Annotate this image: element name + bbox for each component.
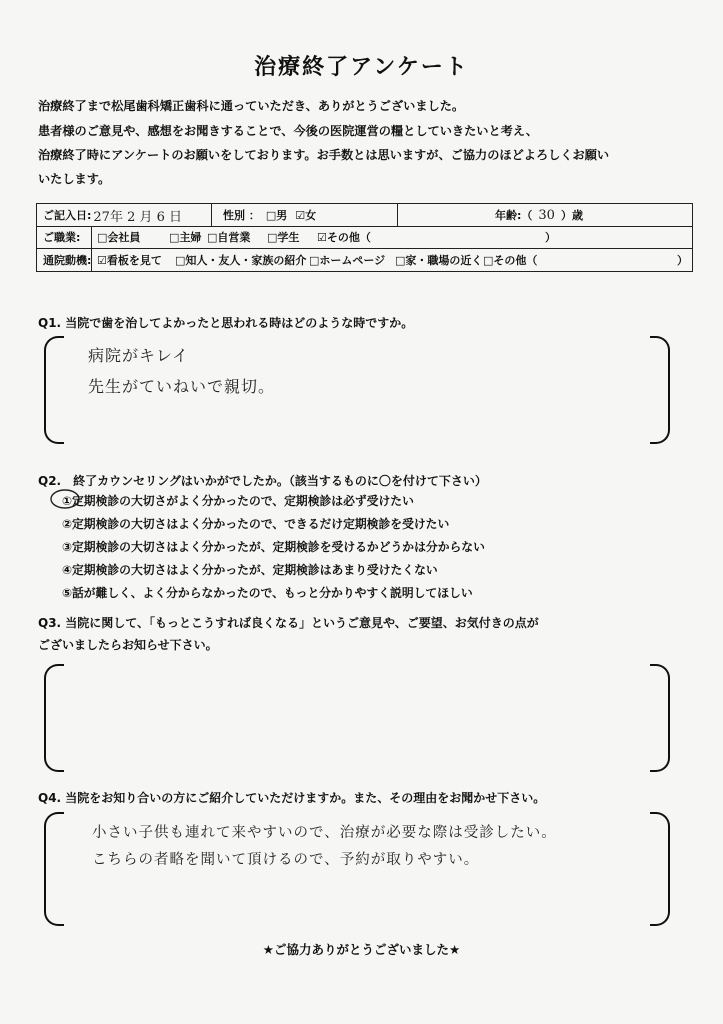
q2-option-2[interactable]: ②定期検診の大切さはよく分かったので、できるだけ定期検診を受けたい bbox=[62, 517, 450, 531]
q2-option-5[interactable]: ⑤話が難しく、よく分からなかったので、もっと分かりやすく説明してほしい bbox=[62, 586, 473, 600]
age-label: 年齢:（ bbox=[495, 209, 533, 222]
q1-bracket-right bbox=[650, 336, 670, 444]
q3-bracket-right bbox=[650, 664, 670, 772]
date-label: ご記入日: bbox=[43, 209, 92, 222]
info-row-basic bbox=[37, 204, 692, 227]
occupation-option-company[interactable]: □会社員 bbox=[97, 231, 141, 244]
intro-line-2: 患者様のご意見や、感想をお聞きすることで、今後の医院運営の糧としていきたいと考え、 bbox=[38, 124, 538, 138]
q4-answer-line-2[interactable]: こちらの者略を聞いて頂けるので、予約が取りやすい。 bbox=[92, 852, 480, 868]
motive-label: 通院動機: bbox=[43, 253, 92, 267]
q2-option-3[interactable]: ③定期検診の大切さはよく分かったが、定期検診を受けるかどうかは分からない bbox=[62, 540, 485, 554]
q2-question: Q2. 終了カウンセリングはいかがでしたか。（該当するものに〇を付けて下さい） bbox=[38, 474, 487, 488]
motive-option-homepage[interactable]: □ホームページ bbox=[309, 253, 386, 267]
motive-option-referral[interactable]: □知人・友人・家族の紹介 bbox=[175, 253, 307, 267]
motive-option-other[interactable]: □その他（ bbox=[483, 253, 538, 267]
intro-line-4: いたします。 bbox=[38, 172, 111, 186]
q1-question: Q1. 当院で歯を治してよかったと思われる時はどのような時ですか。 bbox=[38, 316, 414, 330]
occupation-other-close: ） bbox=[545, 231, 556, 244]
info-row-occupation bbox=[37, 226, 692, 249]
age-value[interactable]: 30 bbox=[538, 207, 555, 223]
motive-option-sign[interactable]: ☑看板を見て bbox=[97, 253, 162, 267]
occupation-label: ご職業: bbox=[43, 231, 81, 244]
thank-you-footer: ★ご協力ありがとうございました★ bbox=[262, 942, 461, 957]
q2-option-4[interactable]: ④定期検診の大切さはよく分かったが、定期検診はあまり受けたくない bbox=[62, 563, 438, 577]
occupation-option-other[interactable]: ☑その他（ bbox=[317, 231, 371, 244]
intro-line-3: 治療終了時にアンケートのお願いをしております。お手数とは思いますが、ご協力のほどよろしくお願い bbox=[38, 148, 610, 162]
info-row-motive bbox=[37, 248, 692, 271]
gender-male-checkbox[interactable]: □男 bbox=[265, 209, 288, 222]
intro-line-1: 治療終了まで松尾歯科矯正歯科に通っていただき、ありがとうございました。 bbox=[38, 99, 465, 113]
q3-bracket-left bbox=[44, 664, 64, 772]
occupation-option-housewife[interactable]: □主婦 bbox=[169, 231, 202, 244]
motive-other-close: ） bbox=[677, 253, 688, 267]
page-title: 治療終了アンケート bbox=[254, 55, 469, 80]
gender-female-checkbox[interactable]: ☑女 bbox=[295, 209, 317, 222]
occupation-option-self[interactable]: □自営業 bbox=[207, 231, 251, 244]
age-suffix: ）歳 bbox=[560, 209, 583, 222]
q3-question-line-2: ございましたらお知らせ下さい。 bbox=[38, 638, 218, 652]
q4-answer-line-1[interactable]: 小さい子供も連れて来やすいので、治療が必要な際は受診したい。 bbox=[92, 825, 557, 841]
info-table bbox=[36, 203, 693, 272]
q4-bracket-left bbox=[44, 812, 64, 926]
q3-answer-area[interactable] bbox=[70, 670, 646, 766]
q1-bracket-left bbox=[44, 336, 64, 444]
q2-option-1[interactable]: ①定期検診の大切さがよく分かったので、定期検診は必ず受けたい bbox=[62, 494, 414, 508]
q3-question-line-1: Q3. 当院に関して、「もっとこうすれば良くなる」というご意見や、ご要望、お気付きの点が bbox=[38, 616, 539, 630]
q4-bracket-right bbox=[650, 812, 670, 926]
q4-question: Q4. 当院をお知り合いの方にご紹介していただけますか。また、その理由をお聞かせ下さい。 bbox=[38, 791, 546, 805]
q1-answer-line-2[interactable]: 先生がていねいで親切。 bbox=[88, 377, 276, 396]
occupation-option-student[interactable]: □学生 bbox=[267, 231, 300, 244]
date-value[interactable]: 27年 2 月 6 日 bbox=[93, 209, 183, 225]
q1-answer-line-1[interactable]: 病院がキレイ bbox=[88, 346, 190, 365]
motive-option-nearby[interactable]: □家・職場の近く bbox=[395, 253, 483, 267]
gender-label: 性別 ： bbox=[223, 209, 260, 222]
